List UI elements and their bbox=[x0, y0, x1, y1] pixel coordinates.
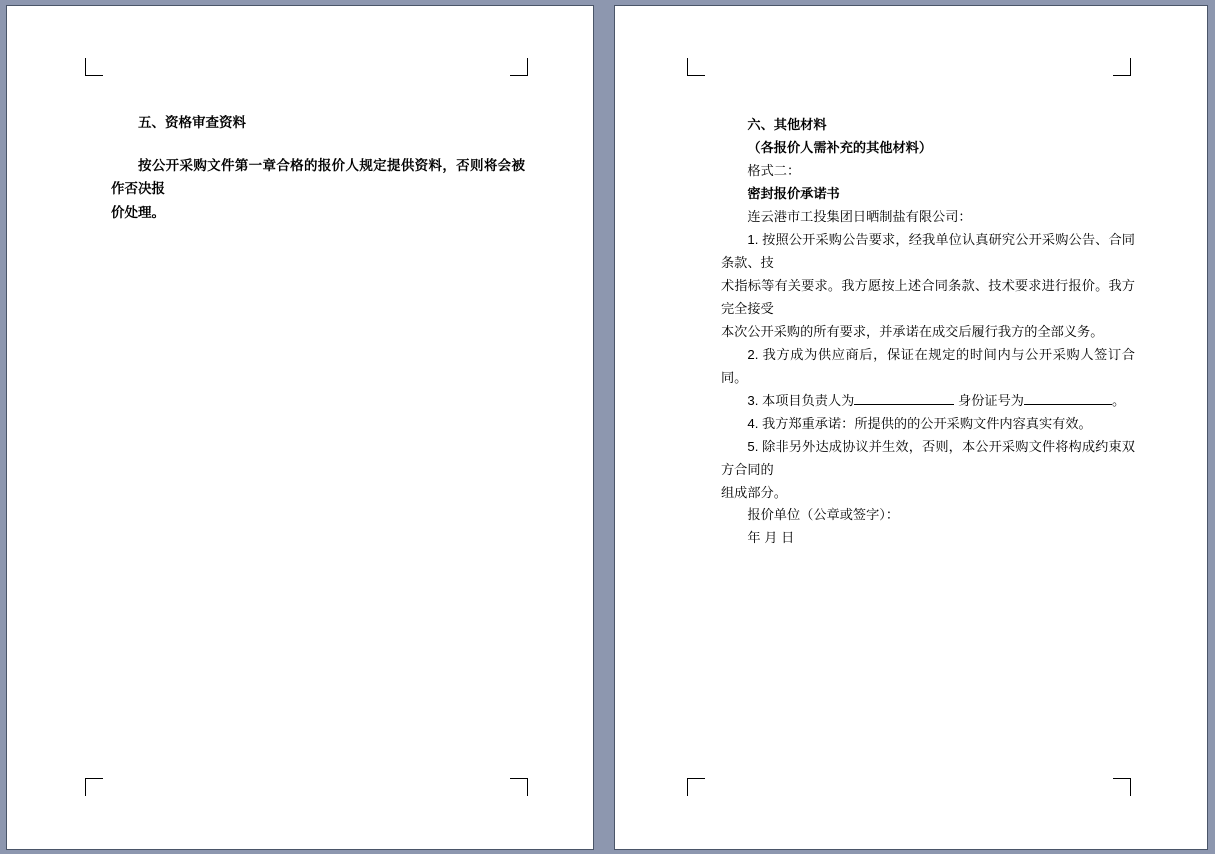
clause-3-middle: 身份证号为 bbox=[958, 392, 1024, 408]
format-label: 格式二： bbox=[747, 162, 801, 178]
page-left-content bbox=[111, 111, 525, 224]
crop-mark-top-right bbox=[510, 58, 528, 76]
date-line: 年 月 日 bbox=[747, 530, 795, 546]
crop-mark-bottom-right bbox=[510, 778, 528, 796]
person-name-blank[interactable] bbox=[854, 404, 954, 405]
clause-3-prefix: 3. 本项目负责人为 bbox=[747, 392, 855, 408]
crop-mark-top-left-2 bbox=[687, 58, 705, 76]
qualification-note-line-1: 按公开采购文件第一章合格的报价人规定提供资料，否则将会被作否决报 bbox=[111, 158, 525, 197]
addressee: 连云港市工投集团日晒制盐有限公司： bbox=[747, 208, 972, 224]
qualification-note-line-2: 价处理。 bbox=[111, 204, 165, 220]
crop-mark-bottom-left bbox=[85, 778, 103, 796]
crop-mark-bottom-right-2 bbox=[1113, 778, 1131, 796]
page-right-content bbox=[721, 114, 1135, 550]
clause-1-line-3: 本次公开采购的所有要求，并承诺在成交后履行我方的全部义务。 bbox=[721, 323, 1104, 339]
clause-1-line-1: 1. 按照公开采购公告要求，经我单位认真研究公开采购公告、合同条款、技 bbox=[721, 231, 1135, 270]
clause-4: 4. 我方郑重承诺：所提供的的公开采购文件内容真实有效。 bbox=[747, 415, 1092, 431]
commitment-title: 密封报价承诺书 bbox=[747, 185, 840, 201]
section-heading-six: 六、其他材料 bbox=[747, 117, 827, 132]
clause-3-suffix: 。 bbox=[1111, 392, 1126, 408]
section-heading-five: 五、资格审查资料 bbox=[138, 115, 246, 130]
clause-3 bbox=[721, 390, 1135, 413]
clause-5-line-1: 5. 除非另外达成协议并生效，否则，本公开采购文件将构成约束双方合同的 bbox=[721, 438, 1135, 477]
crop-mark-top-right-2 bbox=[1113, 58, 1131, 76]
section-subheading-six: （各报价人需补充的其他材料） bbox=[747, 139, 933, 155]
clause-1-line-2: 术指标等有关要求。我方愿按上述合同条款、技术要求进行报价。我方完全接受 bbox=[721, 277, 1135, 316]
document-page-right bbox=[614, 5, 1208, 850]
clause-5-line-2: 组成部分。 bbox=[721, 484, 787, 500]
id-number-blank[interactable] bbox=[1024, 404, 1112, 405]
signature-line: 报价单位（公章或签字）： bbox=[747, 507, 900, 523]
clause-2: 2. 我方成为供应商后，保证在规定的时间内与公开采购人签订合同。 bbox=[721, 346, 1135, 385]
crop-mark-top-left bbox=[85, 58, 103, 76]
document-page-left bbox=[6, 5, 594, 850]
crop-mark-bottom-left-2 bbox=[687, 778, 705, 796]
